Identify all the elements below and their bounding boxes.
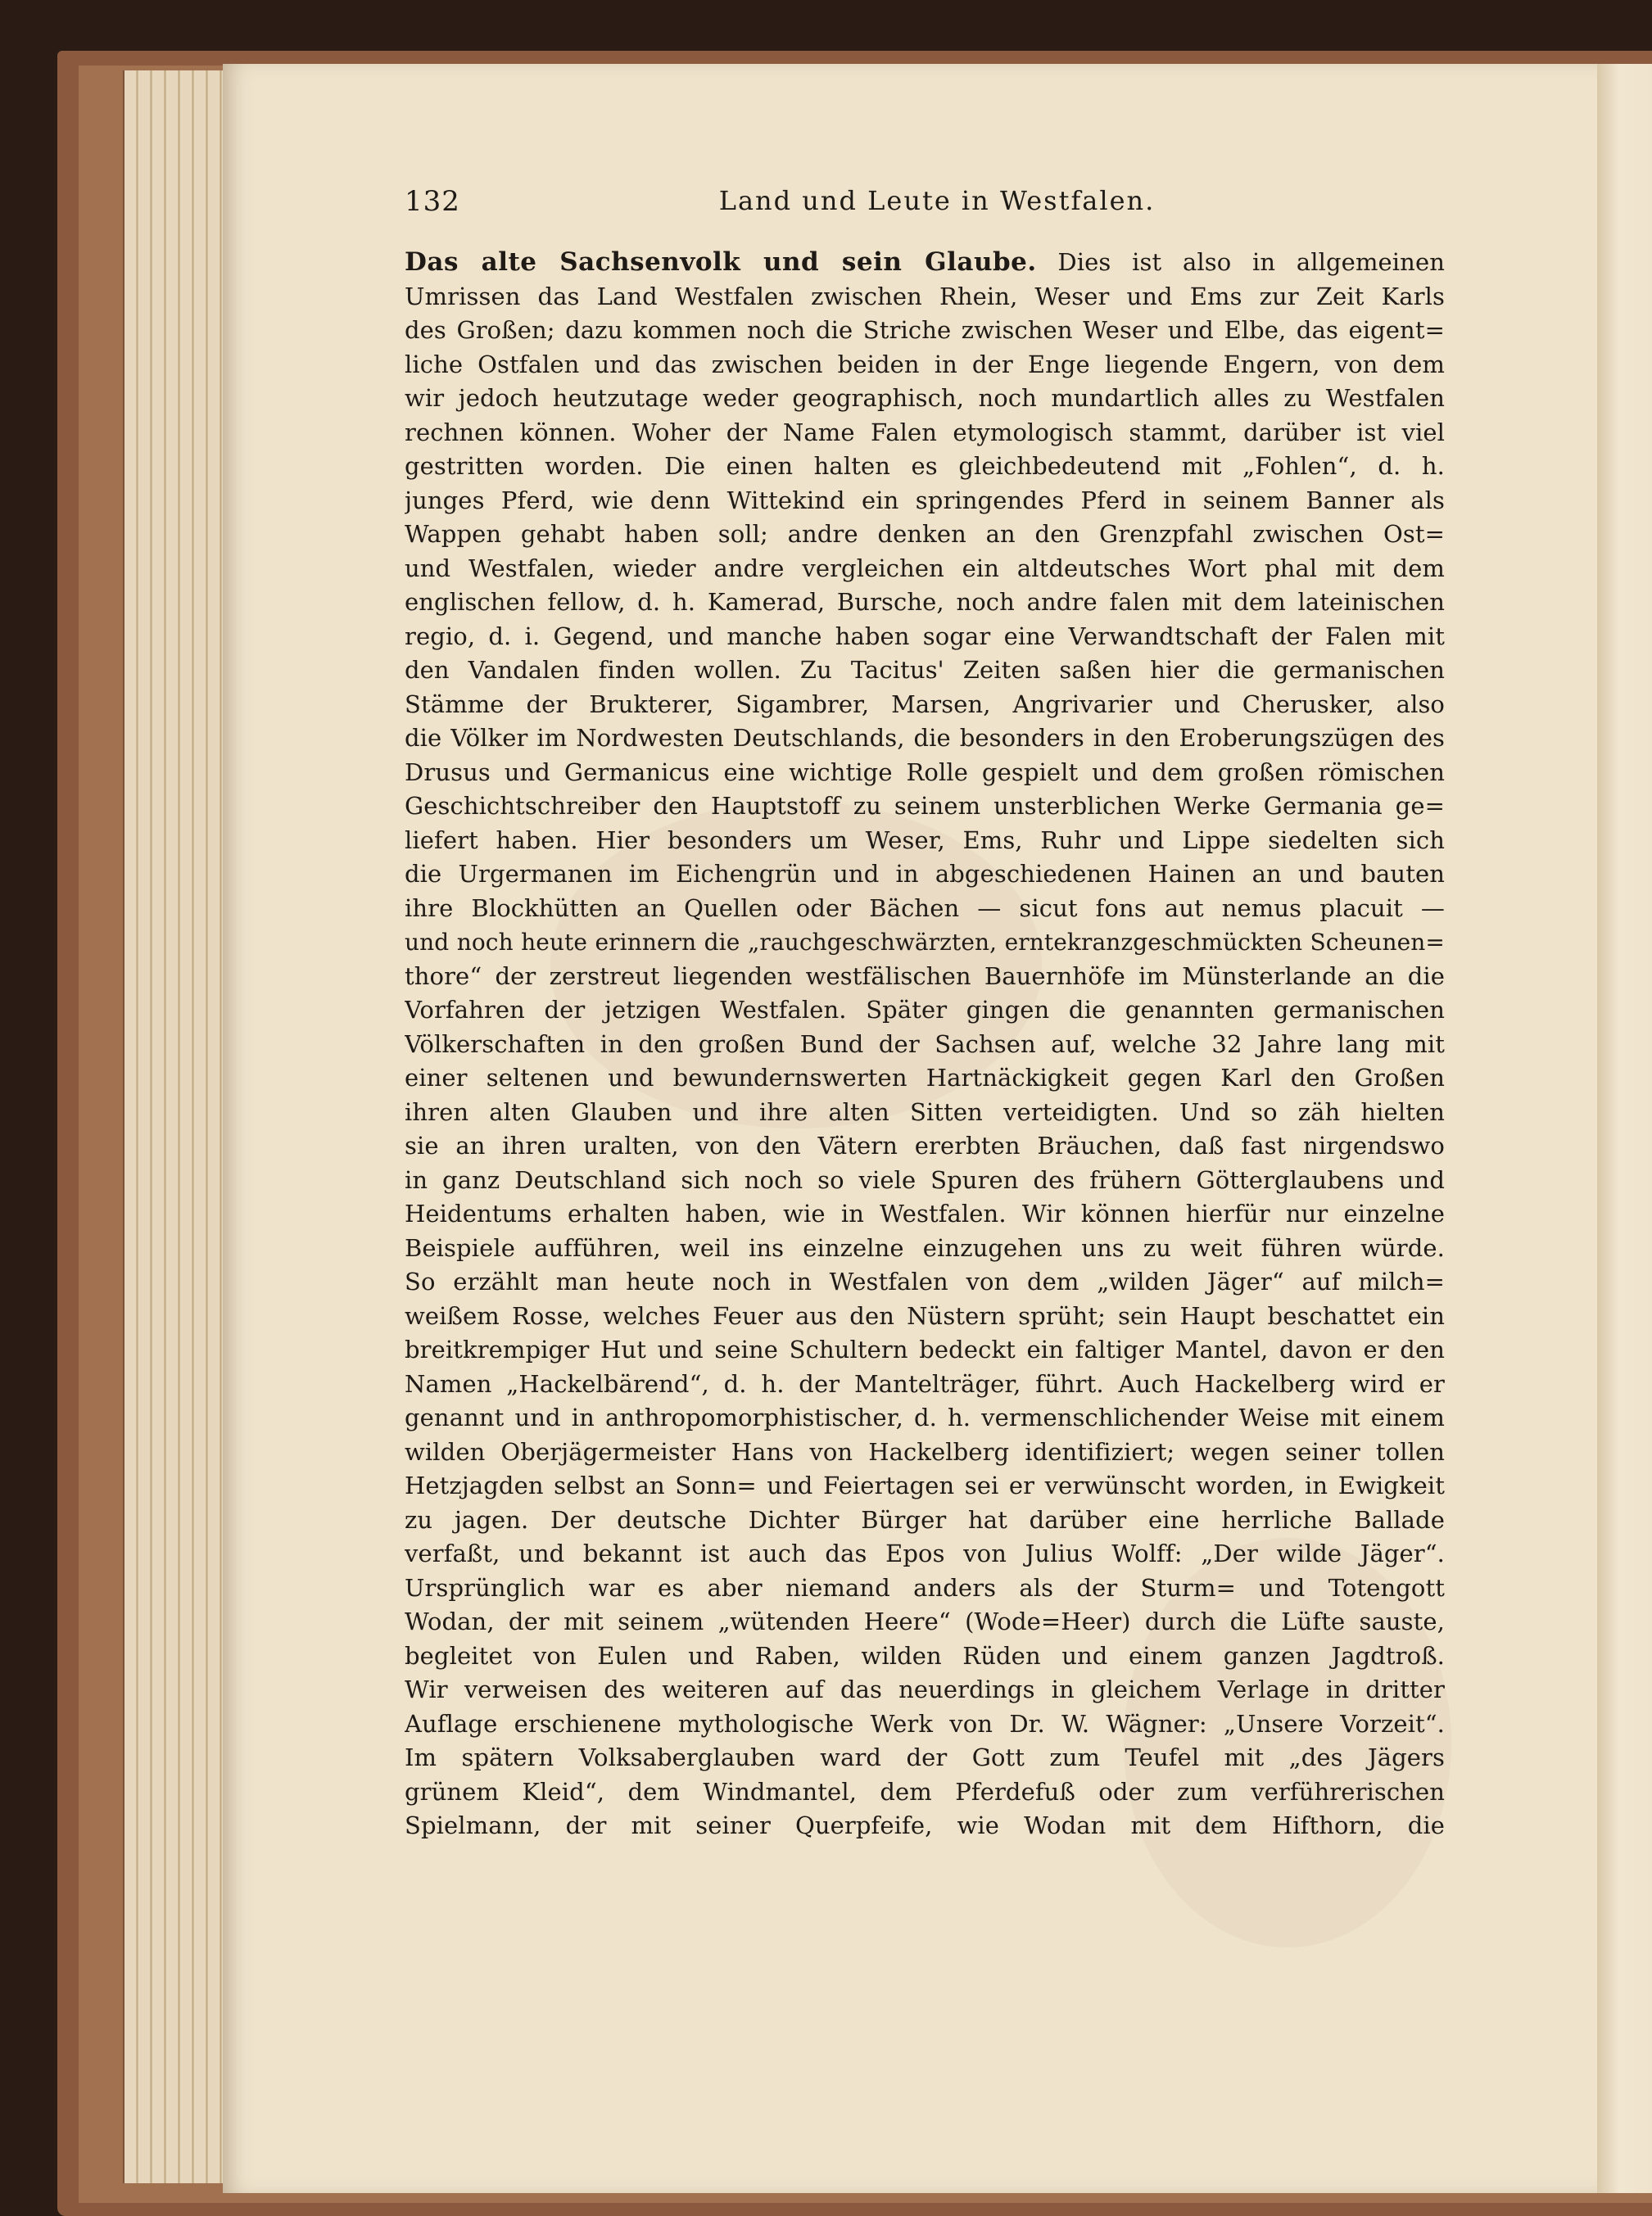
text-line: liche Ostfalen und das zwischen beiden in der Enge liegende Engern, von dem xyxy=(405,350,1445,378)
text-line: junges Pferd, wie denn Wittekind ein springendes Pferd in seinem Banner als xyxy=(405,486,1445,514)
text-line: Wodan, der mit seinem „wütenden Heere“ (Wode=Heer) durch die Lüfte sauste, xyxy=(405,1608,1445,1635)
text-line: Stämme der Brukterer, Sigambrer, Marsen, Angrivarier und Cherusker, also xyxy=(405,690,1445,718)
text-line: Wir verweisen des weiteren auf das neuerdings in gleichem Verlage in dritter xyxy=(405,1676,1445,1703)
text-line: Wappen gehabt haben soll; andre denken an den Grenzpfahl zwischen Ost= xyxy=(405,520,1445,548)
text-line: Geschichtschreiber den Hauptstoff zu seinem unsterblichen Werke Germania ge= xyxy=(405,792,1445,820)
next-page-edge xyxy=(1597,64,1652,2193)
book-page xyxy=(223,64,1607,2193)
text-line: grünem Kleid“, dem Windmantel, dem Pferdefuß oder zum verführerischen xyxy=(405,1777,1445,1806)
text-line: begleitet von Eulen und Raben, wilden Rüden und einem ganzen Jagdtroß. xyxy=(405,1641,1445,1670)
text-line: zu jagen. Der deutsche Dichter Bürger hat darüber eine herrliche Ballade xyxy=(405,1505,1445,1534)
text-line: die Urgermanen im Eichengrün und in abgeschiedenen Hainen an und bauten xyxy=(405,860,1445,888)
text-line: genannt und in anthropomorphistischer, d. h. vermenschlichender Weise mit einem xyxy=(405,1404,1445,1431)
text-line: Namen „Hackelbärend“, d. h. der Mantelträger, führt. Auch Hackelberg wird er xyxy=(405,1369,1445,1398)
text-line: die Völker im Nordwesten Deutschlands, die besonders in den Eroberungszügen des xyxy=(405,724,1445,752)
text-line: Völkerschaften in den großen Bund der Sachsen auf, welche 32 Jahre lang mit xyxy=(405,1029,1445,1058)
text-line-0: Dies ist also in allgemeinen xyxy=(1036,248,1445,276)
text-line: Beispiele aufführen, weil ins einzelne einzugehen uns zu weit führen würde. xyxy=(405,1233,1445,1262)
text-line: Spielmann, der mit seiner Querpfeife, wie Wodan mit dem Hifthorn, die xyxy=(405,1811,1445,1839)
text-line: englischen fellow, d. h. Kamerad, Bursche, noch andre falen mit dem lateinischen xyxy=(405,588,1445,616)
text-line: rechnen können. Woher der Name Falen etymologisch stammt, darüber ist viel xyxy=(405,418,1445,446)
text-line: liefert haben. Hier besonders um Weser, Ems, Ruhr und Lippe siedelten sich xyxy=(405,825,1445,854)
text-line: Heidentums erhalten haben, wie in Westfalen. Wir können hierfür nur einzelne xyxy=(405,1200,1445,1228)
text-line: Drusus und Germanicus eine wichtige Rolle gespielt und dem großen römischen xyxy=(405,758,1445,786)
text-line-heading xyxy=(405,246,1445,280)
body-text xyxy=(405,246,1445,1843)
text-line: und Westfalen, wieder andre vergleichen ein altdeutsches Wort phal mit dem xyxy=(405,554,1445,582)
text-line: regio, d. i. Gegend, und manche haben sogar eine Verwandtschaft der Falen mit xyxy=(405,622,1445,650)
text-line: und noch heute erinnern die „rauchgeschwärzten, erntekranzgeschmückten Scheunen= xyxy=(405,929,1445,956)
text-line: wilden Oberjägermeister Hans von Hackelberg identifiziert; wegen seiner tollen xyxy=(405,1437,1445,1466)
text-line: gestritten worden. Die einen halten es gleichbedeutend mit „Fohlen“, d. h. xyxy=(405,452,1445,480)
section-heading: Das alte Sachsenvolk und sein Glaube. xyxy=(405,247,1037,277)
text-line: verfaßt, und bekannt ist auch das Epos von Julius Wolff: „Der wilde Jäger“. xyxy=(405,1540,1445,1567)
text-line: So erzählt man heute noch in Westfalen von dem „wilden Jäger“ auf milch= xyxy=(405,1268,1445,1296)
running-head: Land und Leute in Westfalen. xyxy=(718,185,1156,216)
text-line: sie an ihren uralten, von den Vätern ererbten Bräuchen, daß fast nirgendswo xyxy=(405,1132,1445,1160)
text-line: Ursprünglich war es aber niemand anders als der Sturm= und Totengott xyxy=(405,1573,1445,1602)
text-line: Im spätern Volksaberglauben ward der Gott zum Teufel mit „des Jägers xyxy=(405,1743,1445,1771)
page-header xyxy=(405,185,1445,228)
text-line: Auflage erschienene mythologische Werk von Dr. W. Wägner: „Unsere Vorzeit“. xyxy=(405,1709,1445,1738)
page-number: 132 xyxy=(405,185,460,218)
text-line: weißem Rosse, welches Feuer aus den Nüstern sprüht; sein Haupt beschattet ein xyxy=(405,1301,1445,1330)
text-line: ihren alten Glauben und ihre alten Sitten verteidigten. Und so zäh hielten xyxy=(405,1097,1445,1126)
text-line: ihre Blockhütten an Quellen oder Bächen — sicut fons aut nemus placuit — xyxy=(405,893,1445,922)
text-line: einer seltenen und bewundernswerten Hartnäckigkeit gegen Karl den Großen xyxy=(405,1064,1445,1092)
text-line: Umrissen das Land Westfalen zwischen Rhein, Weser und Ems zur Zeit Karls xyxy=(405,282,1445,310)
text-line: wir jedoch heutzutage weder geographisch, noch mundartlich alles zu Westfalen xyxy=(405,384,1445,412)
text-line: in ganz Deutschland sich noch so viele Spuren des frühern Götterglaubens und xyxy=(405,1165,1445,1194)
text-line: den Vandalen finden wollen. Zu Tacitus' Zeiten saßen hier die germanischen xyxy=(405,656,1445,684)
text-line: Vorfahren der jetzigen Westfalen. Später gingen die genannten germanischen xyxy=(405,996,1445,1024)
text-line: breitkrempiger Hut und seine Schultern bedeckt ein faltiger Mantel, davon er den xyxy=(405,1336,1445,1364)
text-line: des Großen; dazu kommen noch die Striche zwischen Weser und Elbe, das eigent= xyxy=(405,316,1445,344)
text-line: Hetzjagden selbst an Sonn= und Feiertagen sei er verwünscht worden, in Ewigkeit xyxy=(405,1472,1445,1499)
text-line: thore“ der zerstreut liegenden westfälischen Bauernhöfe im Münsterlande an die xyxy=(405,961,1445,990)
